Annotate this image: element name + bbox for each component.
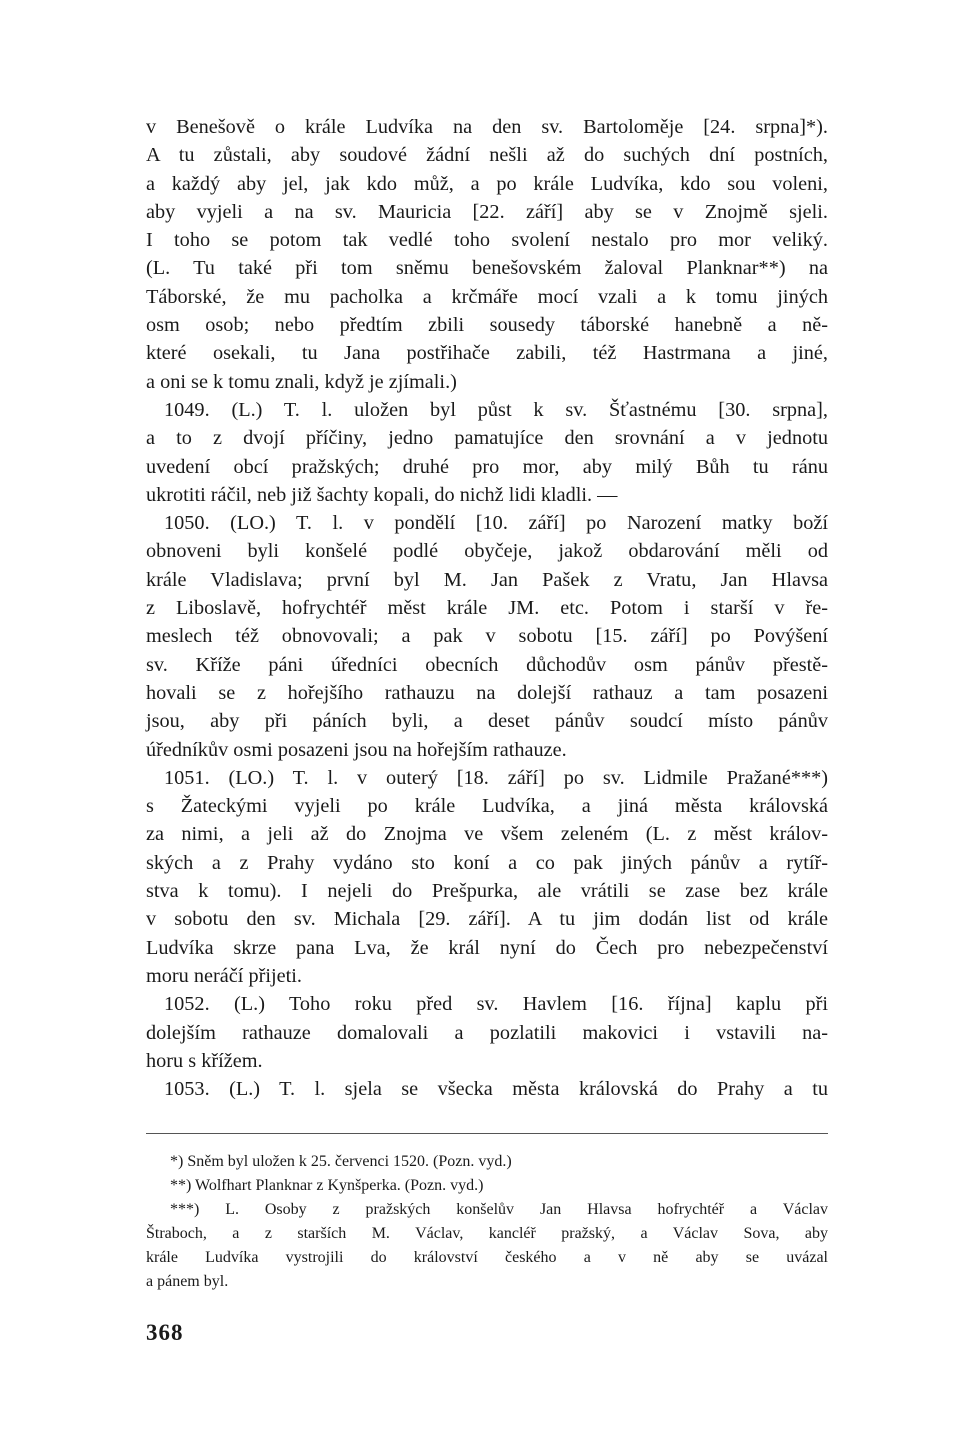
text-line: obnoveni byli konšelé podlé obyčeje, jakož obdarování měli od xyxy=(146,540,828,563)
text-line: úředníkův osmi posazeni jsou na hořejším rathauze. xyxy=(146,738,567,761)
text-line: hovali se z hořejšího rathauzu na dolejší rathauz a tam posazeni xyxy=(146,681,828,704)
entry-1053-line: 1053. (L.) T. l. sjela se všecka města královská do Prahy a tu xyxy=(164,1078,828,1101)
page-number: 368 xyxy=(146,1320,184,1345)
text-line: krále Vladislava; první byl M. Jan Pašek z Vratu, Jan Hlavsa xyxy=(146,568,828,591)
entry-1051-line: 1051. (LO.) T. l. v outerý [18. září] po sv. Lidmile Pražané***) xyxy=(164,766,828,789)
text-line: I toho se potom tak vedlé toho svolení nestalo pro mor veliký. xyxy=(146,229,828,252)
text-line: ukrotiti ráčil, neb již šachty kopali, do nichž lidi kladli. — xyxy=(146,483,618,506)
text-line: Ludvíka skrze pana Lva, že král nyní do Čech pro nebezpečenství xyxy=(146,936,828,959)
text-line: které osekali, tu Jana postřihače zabili, též Hastrmana a jiné, xyxy=(146,342,828,365)
footnote-2: **) Wolfhart Planknar z Kynšperka. (Pozn. vyd.) xyxy=(170,1177,484,1194)
text-line: moru neráčí přijeti. xyxy=(146,964,302,987)
text-line: v Benešově o krále Ludvíka na den sv. Bartoloměje [24. srpna]*). xyxy=(146,116,828,138)
text-line: (L. Tu také při tom sněmu benešovském žaloval Planknar**) na xyxy=(146,257,828,280)
footnotes xyxy=(146,1150,828,1294)
text-line: stva k tomu). I nejeli do Prešpurka, ale vrátili se zase bez krále xyxy=(146,880,828,903)
text-line: horu s křížem. xyxy=(146,1049,263,1072)
text-line: a to z dvojí příčiny, jedno pamatujíce den srovnání a v jednotu xyxy=(146,427,828,450)
entry-1050-line: 1050. (LO.) T. l. v pondělí [10. září] po Narození matky boží xyxy=(164,512,828,535)
text-line: osm osob; nebo předtím zbili sousedy táborské hanebně a ně- xyxy=(146,314,828,337)
footnote-3-line: krále Ludvíka vystrojili do království českého a v ně aby se uvázal xyxy=(146,1249,828,1266)
footnote-divider xyxy=(146,1133,828,1134)
text-line: jsou, aby při páních byli, a deset pánův soudcí místo pánův xyxy=(146,710,828,733)
entry-1049-line: 1049. (L.) T. l. uložen byl půst k sv. Šťastnému [30. srpna], xyxy=(164,398,828,421)
text-line: a oni se k tomu znali, když je zjímali.) xyxy=(146,370,457,393)
footnote-3: ***) L. Osoby z pražských konšelův Jan Hlavsa hofrychtéř a Václav xyxy=(170,1201,828,1218)
text-line: v sobotu den sv. Michala [29. září]. A tu jim dodán list od krále xyxy=(146,908,828,931)
text-line: sv. Kříže páni úředníci obecních důchodův osm pánův přestě- xyxy=(146,653,828,676)
text-line: Táborské, že mu pacholka a krčmáře mocí vzali a k tomu jiných xyxy=(146,285,828,308)
text-line: za nimi, a jeli až do Znojma ve všem zeleném (L. z měst králov- xyxy=(146,823,828,846)
footnote-3-line: Štraboch, a z starších M. Václav, kancléř pražský, a Václav Sova, aby xyxy=(146,1225,828,1242)
entry-1052-line: 1052. (L.) Toho roku před sv. Havlem [16. října] kaplu při xyxy=(164,993,828,1016)
main-text xyxy=(146,113,828,1103)
text-line: A tu zůstali, aby soudové žádní nešli až do suchých dní postních, xyxy=(146,144,828,167)
footnote-3-line: a pánem byl. xyxy=(146,1273,229,1290)
text-line: a každý aby jel, jak kdo můž, a po krále Ludvíka, kdo sou voleni, xyxy=(146,172,828,195)
text-line: uvedení obcí pražských; druhé pro mor, aby milý Bůh tu ránu xyxy=(146,455,828,478)
text-line: meslech též obnovovali; a pak v sobotu [15. září] po Povýšení xyxy=(146,625,828,648)
footnote-1: *) Sněm byl uložen k 25. červenci 1520. (Pozn. vyd.) xyxy=(170,1153,512,1170)
text-line: aby vyjeli a na sv. Mauricia [22. září] aby se v Znojmě sjeli. xyxy=(146,200,828,223)
text-line: z Liboslavě, hofrychtéř měst krále JM. etc. Potom i starší v ře- xyxy=(146,597,828,620)
text-line: ských a z Prahy vydáno sto koní a co pak jiných pánův a rytíř- xyxy=(146,851,828,874)
text-line: dolejším rathauze domalovali a pozlatili makovici i vstavili na- xyxy=(146,1021,828,1044)
text-line: s Žateckými vyjeli po krále Ludvíka, a jiná města královská xyxy=(146,795,828,818)
